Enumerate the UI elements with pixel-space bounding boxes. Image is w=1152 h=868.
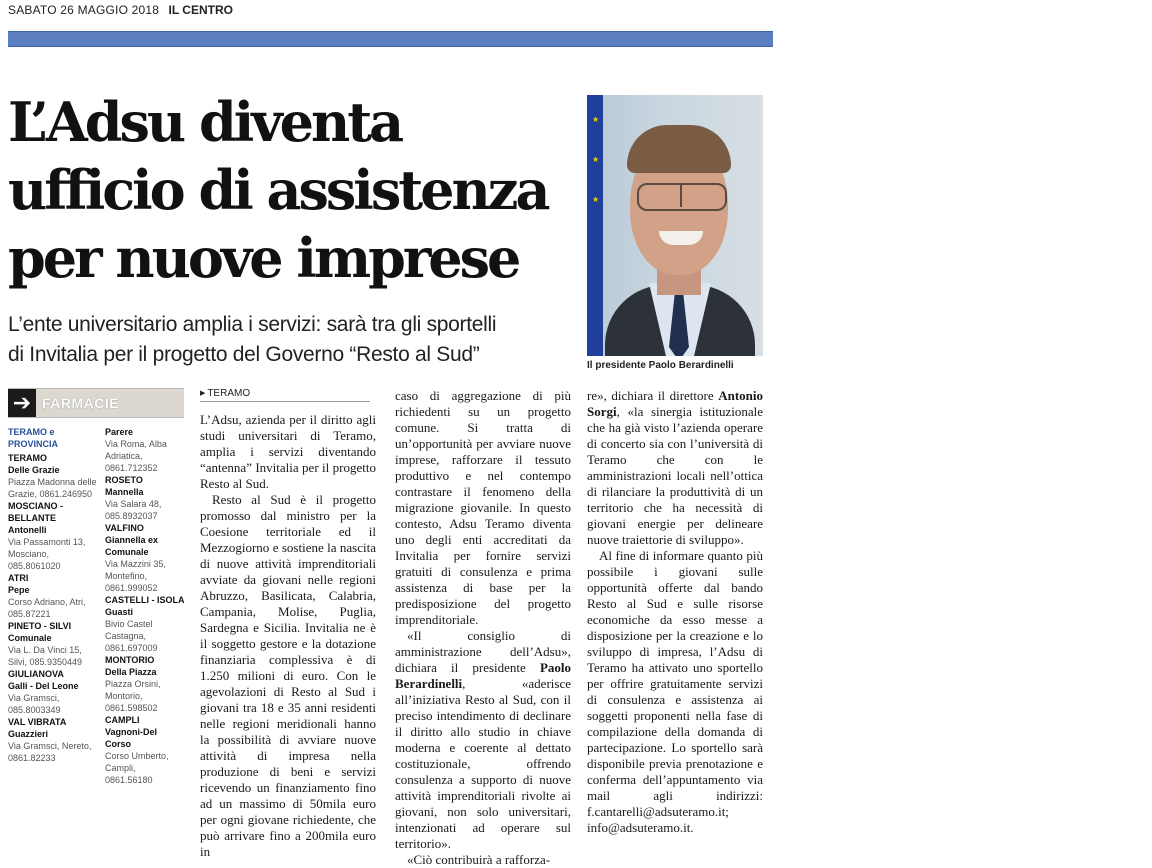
paragraph: «Ciò contribuirà a rafforza- <box>407 852 551 867</box>
pharmacy-title: FARMACIE <box>42 395 120 411</box>
pharmacy-town: MOSCIANO - BELLANTE <box>8 501 63 523</box>
pharmacy-town: CASTELLI - ISOLA <box>105 595 185 605</box>
pharmacy-name: Comunale <box>8 633 52 643</box>
paragraph <box>587 388 763 548</box>
pharmacy-box <box>8 388 185 785</box>
paragraph: Al fine di informare quanto più possibile i giovani sulle opportunità offerte dal bando Resto al Sud e sulle risorse economiche da esso messe a disposizione per la creazione e lo sviluppo di impresa, l’Adsu di Teramo ha attivato uno sportello per offrire gratuitamente servizi di consulenza e assistenza ai soggetti proponenti nella fase di compilazione della domanda di partecipazione. Lo sportello sarà disponibile previa prenotazione e conferma dell’appuntamento via mail agli indirizzi: f.cantarelli@adsuteramo.it; info@adsuteramo.it. <box>587 548 763 835</box>
pharmacy-entry <box>8 668 98 716</box>
paragraph-text: «Il consiglio di amministrazione dell’Adsu», dichiara il presidente <box>395 628 571 675</box>
pharmacy-section-title: TERAMO e PROVINCIA <box>8 427 59 449</box>
pharmacy-name: Della Piazza <box>105 667 157 677</box>
paragraph: caso di aggregazione di più richiedenti su un progetto comune. Si tratta di un’opportunità per avviare nuove imprese, rafforzare il tessuto produttivo e nel contempo contrastare il fenomeno della migrazione giovanile. In questo contesto, Adsu Teramo diventa uno degli enti accreditati da Invitalia per fornire servizi gratuiti di consulenza e prima assistenza di base per la predisposizione del progetto imprenditoriale. <box>395 388 571 627</box>
pharmacy-town: VALFINO <box>105 523 144 533</box>
pharmacy-address: Via L. Da Vinci 15, Silvi, 085.9350449 <box>8 645 83 667</box>
kicker: ▶ TERAMO <box>200 388 370 402</box>
pharmacy-town: ROSETO <box>105 475 143 485</box>
subheadline <box>8 310 583 370</box>
pharmacy-address: Via Roma, Alba Adriatica, 0861.712352 <box>105 439 167 473</box>
pharmacy-name: Galli - Del Leone <box>8 681 79 691</box>
pharmacy-entry <box>105 522 185 594</box>
pharmacy-entry <box>105 426 185 474</box>
pharmacy-address: Piazza Orsini, Montorio, 0861.598502 <box>105 679 161 713</box>
pharmacy-address: Via Gramsci, 085.8003349 <box>8 693 61 715</box>
pharmacy-town: VAL VIBRATA <box>8 717 67 727</box>
article-column <box>587 388 763 836</box>
pharmacy-name: Guazzieri <box>8 729 49 739</box>
pharmacy-column <box>8 426 98 764</box>
subheadline-line: di Invitalia per il progetto del Governo “Resto al Sud” <box>8 343 480 366</box>
pharmacy-entry <box>8 500 98 572</box>
arrow-right-icon: ➔ <box>8 389 36 417</box>
hair <box>627 125 731 173</box>
pharmacy-name: Delle Grazie <box>8 465 60 475</box>
pharmacy-entry <box>105 654 185 714</box>
pharmacy-entry <box>105 714 185 786</box>
header-color-band <box>8 31 773 47</box>
pharmacy-name: Vagnoni-Del Corso <box>105 727 158 749</box>
pharmacy-name: Mannella <box>105 487 144 497</box>
pharmacy-town: CAMPLI <box>105 715 140 725</box>
pharmacy-name: Guasti <box>105 607 134 617</box>
newspaper-name: IL CENTRO <box>168 3 233 17</box>
headline-line: per nuove imprese <box>8 226 519 290</box>
masthead <box>8 3 233 17</box>
headline-line: ufficio di assistenza <box>8 158 548 222</box>
pharmacy-name: Parere <box>105 427 134 437</box>
pharmacy-header <box>8 388 184 418</box>
paragraph <box>395 628 571 852</box>
issue-date: SABATO 26 MAGGIO 2018 <box>8 3 160 17</box>
person-name: Paolo Berardinelli <box>395 660 571 691</box>
glasses <box>637 183 727 211</box>
pharmacy-town: ATRI <box>8 573 29 583</box>
pharmacy-address: Corso Umberto, Campli, 0861.56180 <box>105 751 169 785</box>
pharmacy-town: TERAMO <box>8 453 47 463</box>
pharmacy-entry <box>8 620 98 668</box>
pharmacy-entry <box>105 594 185 654</box>
pharmacy-name: Pepe <box>8 585 30 595</box>
pharmacy-address: Via Gramsci, Nereto, 0861.82233 <box>8 741 92 763</box>
pharmacy-address: Via Salara 48, 085.8932037 <box>105 499 162 521</box>
pharmacy-entry <box>8 452 98 500</box>
pharmacy-entry <box>105 474 185 522</box>
article-column <box>200 412 376 860</box>
pharmacy-column <box>105 426 185 786</box>
pharmacy-address: Via Mazzini 35, Montefino, 0861.999052 <box>105 559 166 593</box>
article-column <box>395 388 571 868</box>
pharmacy-town: PINETO - SILVI <box>8 621 72 631</box>
pharmacy-address: Piazza Madonna delle Grazie, 0861.246950 <box>8 477 97 499</box>
paragraph-text: , «aderisce all’iniziativa Resto al Sud, con il preciso intendimento di declinare il diritto allo studio in chiave moderna e coerente al dettato costituzionale, offrendo consulenza a supporto di nuove attività imprenditoriali rivolte ai giovani, non solo universitari, intenzionati ad operare sul territorio». <box>395 676 571 851</box>
president-photo <box>587 95 763 356</box>
paragraph: L’Adsu, azienda per il diritto agli studi universitari di Teramo, amplia i servizi diventando “antenna” Invitalia per il progetto Resto al Sud. <box>200 412 376 491</box>
pharmacy-name: Giannella ex Comunale <box>105 535 159 557</box>
pharmacy-town: GIULIANOVA <box>8 669 64 679</box>
paragraph-text: , «la sinergia istituzionale che ha già visto l’azienda operare di concerto sia con l’università di Teramo che con le amministrazioni locali nell’ottica di rilanciare la produttività di un territorio che ha necessità di giovani energie per delineare nuove traiettorie di sviluppo». <box>587 404 763 547</box>
pharmacy-address: Via Passamonti 13, Mosciano, 085.8061020 <box>8 537 86 571</box>
pharmacy-entry <box>8 572 98 620</box>
eu-flag: ★ ★ ★ <box>587 95 603 356</box>
paragraph-text: re», dichiara il direttore <box>587 388 719 403</box>
person-name: Antonio Sorgi <box>587 388 763 419</box>
photo-caption: Il presidente Paolo Berardinelli <box>587 360 734 371</box>
headline-line: L’Adsu diventa <box>8 90 402 154</box>
paragraph: Resto al Sud è il progetto promosso dal ministro per la Coesione territoriale ed il Mezzogiorno e sostiene la nascita di nuove attività imprenditoriali avviate da giovani nelle regioni Abruzzo, Basilicata, Calabria, Campania, Molise, Puglia, Sardegna e Sicilia. Invitalia ne è il soggetto gestore e la dotazione finanziaria complessiva è di 1.250 milioni di euro. Con le agevolazioni di Resto al Sud i giovani tra 18 e 35 anni residenti nelle regioni meridionali hanno la possibilità di avviare nuove attività di impresa nella produzione di beni e servizi ricevendo un finanziamento fino ad un massimo di 50mila euro per ogni giovane richiedente, che può arrivare fino a 200mila euro in <box>200 492 376 859</box>
pharmacy-name: Antonelli <box>8 525 47 535</box>
headline <box>8 88 583 292</box>
pharmacy-town: MONTORIO <box>105 655 155 665</box>
subheadline-line: L’ente universitario amplia i servizi: sarà tra gli sportelli <box>8 313 497 336</box>
pharmacy-address: Corso Adriano, Atri, 085.87221 <box>8 597 86 619</box>
pharmacy-entry <box>8 716 98 764</box>
pharmacy-address: Bivio Castel Castagna, 0861.697009 <box>105 619 158 653</box>
